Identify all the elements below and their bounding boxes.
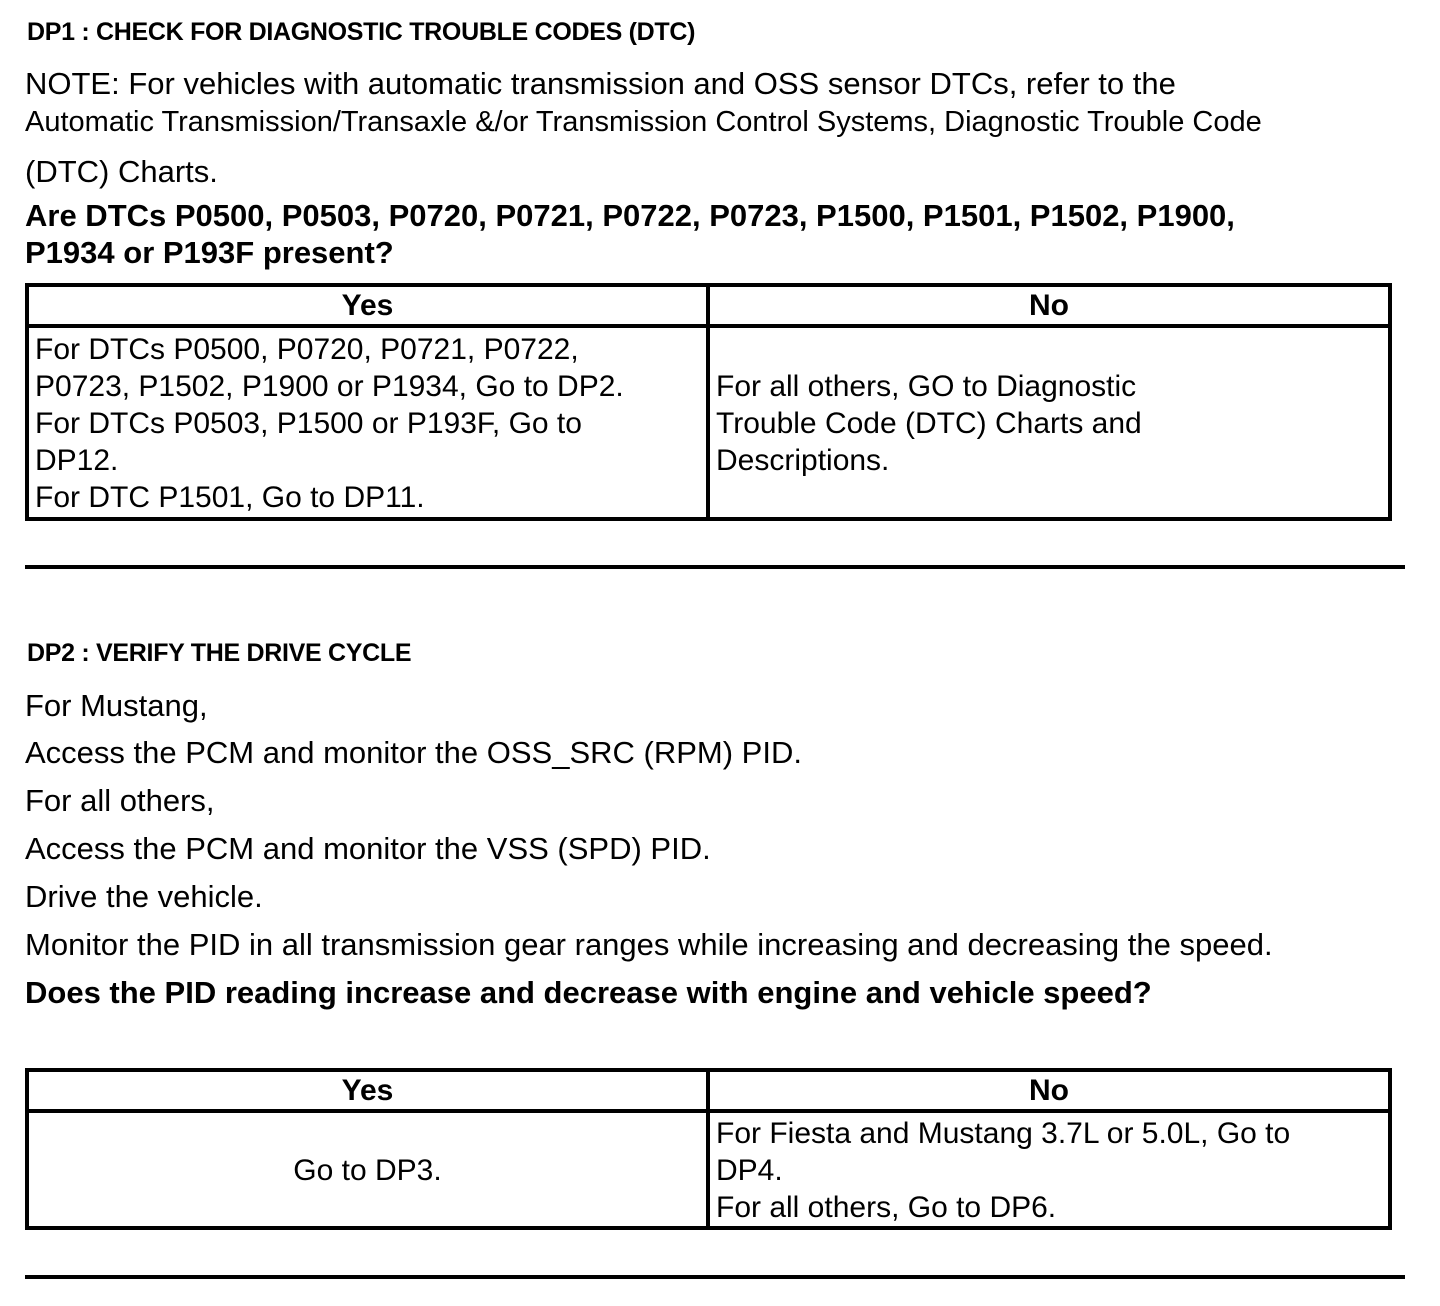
section-divider: [25, 1275, 1405, 1279]
dp1-note-line-2: Automatic Transmission/Transaxle &/or Transmission Control Systems, Diagnostic Trouble Code: [25, 106, 1262, 138]
yes-line: For DTCs P0503, P1500 or P193F, Go to: [35, 407, 582, 440]
dp1-heading: DP1 : CHECK FOR DIAGNOSTIC TROUBLE CODES (DTC): [27, 18, 696, 46]
yes-line: DP12.: [35, 444, 119, 477]
section-divider: [25, 565, 1405, 569]
no-header: No: [708, 285, 1390, 326]
dp2-question: Does the PID reading increase and decrease with engine and vehicle speed?: [25, 975, 1152, 1010]
dp2-decision-table: [25, 1068, 1392, 1230]
table-row: [27, 1111, 1390, 1228]
no-line: For all others, GO to Diagnostic: [716, 370, 1137, 403]
no-line: DP4.: [716, 1154, 783, 1187]
dp2-step-1: For Mustang,: [25, 688, 208, 723]
table-header-row: [27, 285, 1390, 326]
dp2-step-5: Drive the vehicle.: [25, 879, 263, 914]
yes-cell: Go to DP3.: [27, 1111, 708, 1228]
yes-line: For DTCs P0500, P0720, P0721, P0722,: [35, 333, 579, 366]
dp1-question-line-1: Are DTCs P0500, P0503, P0720, P0721, P0722, P0723, P1500, P1501, P1502, P1900,: [25, 198, 1235, 233]
dp1-note-line-3: (DTC) Charts.: [25, 154, 218, 189]
no-line: Descriptions.: [716, 444, 890, 477]
dp2-step-3: For all others,: [25, 783, 215, 818]
table-row: [27, 326, 1390, 519]
no-line: For all others, Go to DP6.: [716, 1191, 1057, 1224]
yes-cell: [27, 326, 708, 519]
dp2-step-6: Monitor the PID in all transmission gear ranges while increasing and decreasing the speed.: [25, 927, 1273, 962]
no-header: No: [708, 1070, 1390, 1111]
yes-header: Yes: [27, 285, 708, 326]
no-line: For Fiesta and Mustang 3.7L or 5.0L, Go to: [716, 1117, 1291, 1150]
yes-line: P0723, P1502, P1900 or P1934, Go to DP2.: [35, 370, 624, 403]
yes-header: Yes: [27, 1070, 708, 1111]
dp2-step-4: Access the PCM and monitor the VSS (SPD) PID.: [25, 831, 711, 866]
table-header-row: [27, 1070, 1390, 1111]
dp2-heading: DP2 : VERIFY THE DRIVE CYCLE: [27, 639, 412, 667]
dp2-step-2: Access the PCM and monitor the OSS_SRC (RPM) PID.: [25, 735, 802, 770]
dp1-question-line-2: P1934 or P193F present?: [25, 235, 394, 270]
no-cell: [708, 326, 1390, 519]
no-cell: [708, 1111, 1390, 1228]
no-line: Trouble Code (DTC) Charts and: [716, 407, 1142, 440]
yes-line: For DTC P1501, Go to DP11.: [35, 481, 425, 514]
dp1-note-line-1: NOTE: For vehicles with automatic transmission and OSS sensor DTCs, refer to the: [25, 66, 1176, 101]
dp1-decision-table: [25, 283, 1392, 521]
